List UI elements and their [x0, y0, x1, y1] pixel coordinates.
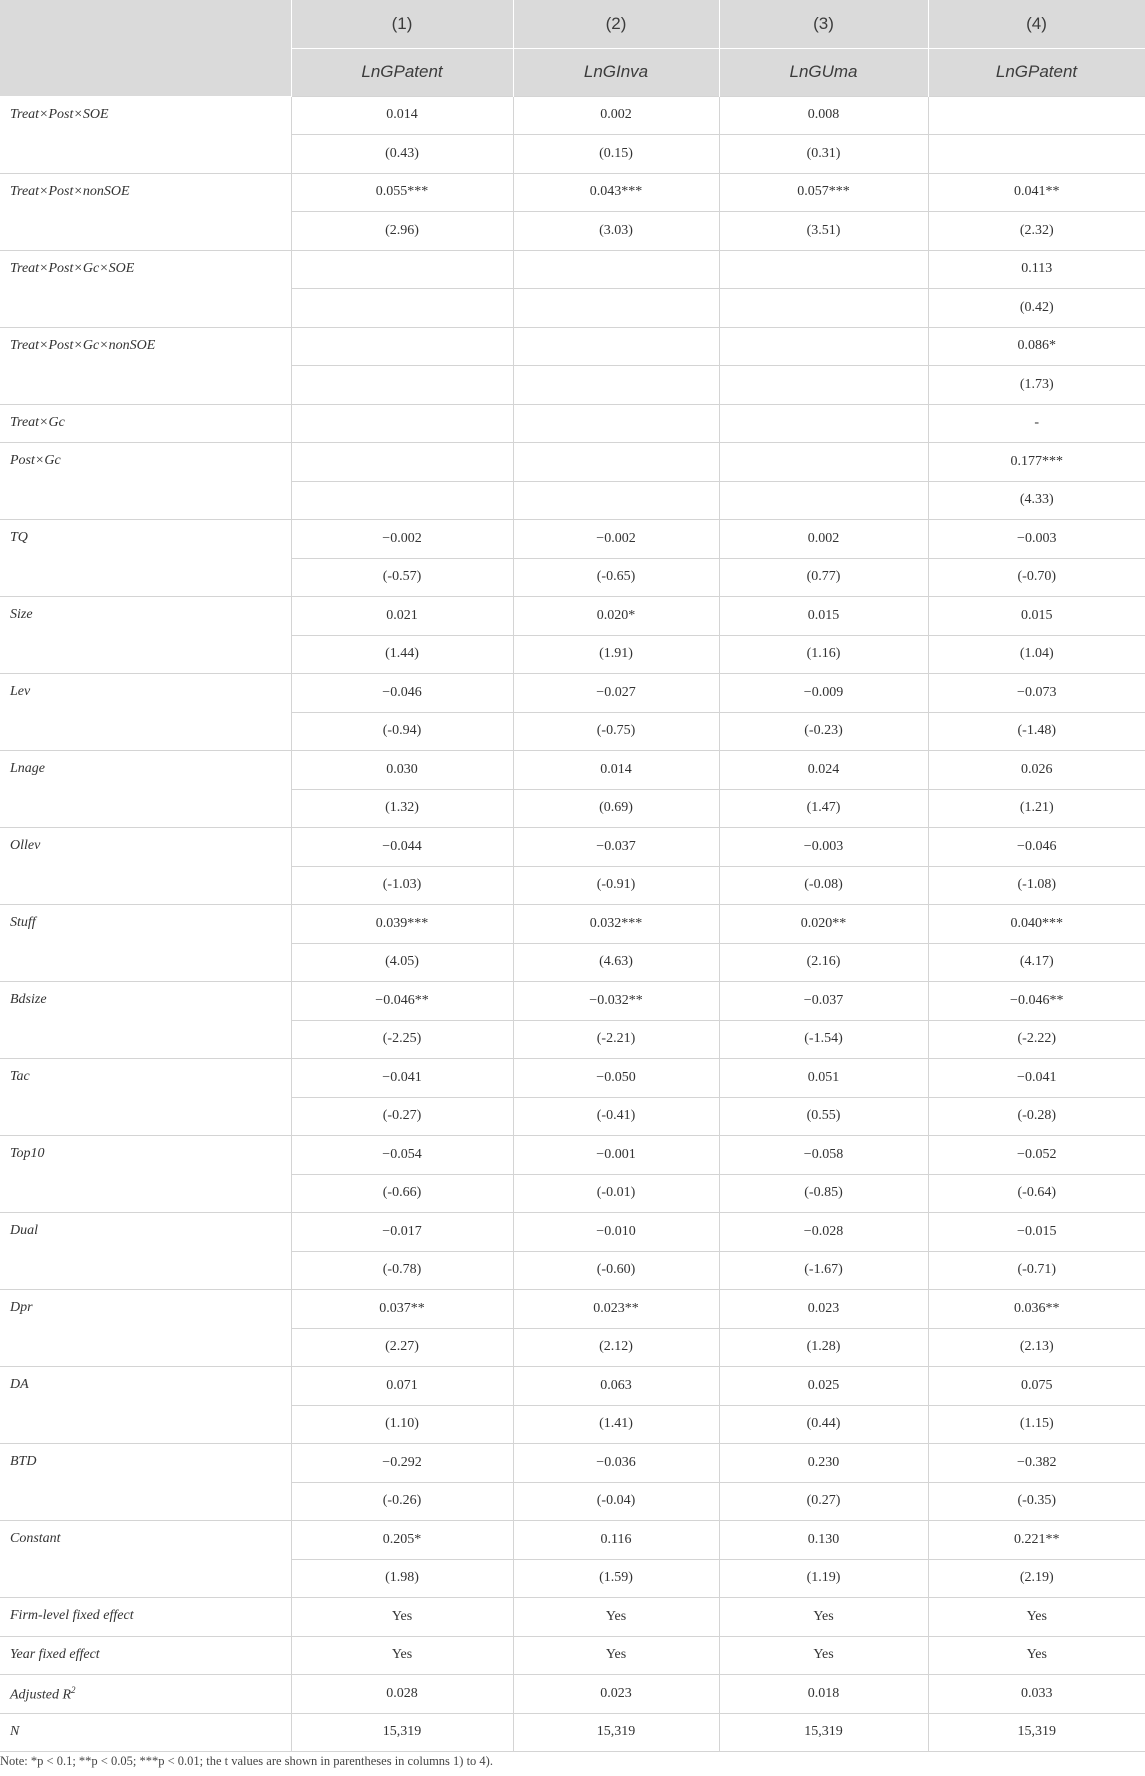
variable-label-text: DA	[10, 1377, 29, 1392]
t-value-cell: (1.15)	[928, 1405, 1145, 1444]
variable-label	[0, 674, 291, 751]
coefficient-cell: −0.292	[291, 1444, 513, 1483]
t-value-cell: (-1.08)	[928, 866, 1145, 905]
variable-label	[0, 1213, 291, 1290]
coefficient-cell: −0.009	[719, 674, 928, 713]
table-row	[0, 982, 1145, 1021]
coefficient-cell: −0.052	[928, 1136, 1145, 1175]
coefficient-cell: 0.051	[719, 1059, 928, 1098]
coefficient-cell: Yes	[719, 1598, 928, 1637]
dependent-variable-1: LnGPatent	[291, 48, 513, 96]
coefficient-cell: 0.028	[291, 1675, 513, 1714]
coefficient-cell: 0.116	[513, 1521, 719, 1560]
coefficient-cell: −0.002	[513, 520, 719, 559]
variable-label-text: BTD	[10, 1454, 37, 1469]
t-value-cell: (2.13)	[928, 1328, 1145, 1367]
coefficient-cell: 0.033	[928, 1675, 1145, 1714]
t-value-cell: (-0.78)	[291, 1251, 513, 1290]
table-note	[0, 1754, 493, 1769]
coefficient-cell: 0.015	[928, 597, 1145, 636]
t-value-cell: (1.16)	[719, 635, 928, 674]
t-value-cell	[513, 481, 719, 520]
coefficient-cell	[291, 327, 513, 366]
coefficient-cell: −0.037	[719, 982, 928, 1021]
t-value-cell: (1.91)	[513, 635, 719, 674]
t-value-cell: (0.43)	[291, 135, 513, 174]
coefficient-cell: 0.018	[719, 1675, 928, 1714]
t-value-cell: (-0.01)	[513, 1174, 719, 1213]
variable-label-text: Treat×Gc	[10, 414, 65, 430]
variable-label-text: Lnage	[10, 761, 45, 776]
t-value-cell: (0.55)	[719, 1097, 928, 1136]
variable-label-text: Size	[10, 607, 33, 622]
variable-label-text: Year fixed effect	[10, 1646, 100, 1662]
table-row	[0, 96, 1145, 135]
table-row	[0, 1636, 1145, 1675]
table-row	[0, 1521, 1145, 1560]
coefficient-cell: −0.002	[291, 520, 513, 559]
coefficient-cell: 0.021	[291, 597, 513, 636]
coefficient-cell	[291, 443, 513, 482]
t-value-cell	[719, 289, 928, 328]
coefficient-cell: 0.040***	[928, 905, 1145, 944]
variable-label	[0, 751, 291, 828]
table-row	[0, 1290, 1145, 1329]
variable-label	[0, 1713, 291, 1752]
variable-label-text: Treat×Post×SOE	[10, 106, 109, 122]
table-row	[0, 1367, 1145, 1406]
variable-label-text: Tac	[10, 1069, 30, 1084]
coefficient-cell: 0.036**	[928, 1290, 1145, 1329]
variable-label-text: Treat×Post×Gc×nonSOE	[10, 337, 156, 353]
coefficient-cell: Yes	[928, 1598, 1145, 1637]
t-value-cell: (4.63)	[513, 943, 719, 982]
coefficient-cell: 0.023	[719, 1290, 928, 1329]
variable-label-text: Treat×Post×Gc×SOE	[10, 260, 135, 276]
table-row	[0, 1059, 1145, 1098]
coefficient-cell: 15,319	[291, 1713, 513, 1752]
t-value-cell	[928, 135, 1145, 174]
t-value-cell: (1.10)	[291, 1405, 513, 1444]
t-value-cell: (1.28)	[719, 1328, 928, 1367]
t-value-cell: (-0.85)	[719, 1174, 928, 1213]
coefficient-cell	[513, 327, 719, 366]
coefficient-cell: 0.020*	[513, 597, 719, 636]
t-value-cell	[719, 481, 928, 520]
t-value-cell	[513, 366, 719, 405]
t-value-cell: (-0.75)	[513, 712, 719, 751]
variable-label-superscript: 2	[71, 1685, 76, 1695]
variable-label	[0, 96, 291, 173]
t-value-cell: (2.19)	[928, 1559, 1145, 1598]
coefficient-cell: 0.002	[513, 96, 719, 135]
coefficient-cell: −0.046	[928, 828, 1145, 867]
t-value-cell: (-1.67)	[719, 1251, 928, 1290]
t-value-cell: (-2.22)	[928, 1020, 1145, 1059]
coefficient-cell: 0.086*	[928, 327, 1145, 366]
variable-label-text: Dual	[10, 1223, 38, 1238]
dependent-variable-4: LnGPatent	[928, 48, 1145, 96]
t-value-cell: (-0.28)	[928, 1097, 1145, 1136]
variable-label-text: Ollev	[10, 838, 41, 853]
variable-label	[0, 1598, 291, 1637]
t-value-cell: (1.44)	[291, 635, 513, 674]
coefficient-cell: −0.037	[513, 828, 719, 867]
table-row	[0, 597, 1145, 636]
t-value-cell: (-0.64)	[928, 1174, 1145, 1213]
coefficient-cell	[291, 250, 513, 289]
coefficient-cell	[513, 443, 719, 482]
coefficient-cell: 0.041**	[928, 173, 1145, 212]
variable-label	[0, 1675, 291, 1714]
coefficient-cell: −0.073	[928, 674, 1145, 713]
coefficient-cell: 0.002	[719, 520, 928, 559]
column-number-3: (3)	[719, 0, 928, 48]
variable-label	[0, 1636, 291, 1675]
coefficient-cell: Yes	[928, 1636, 1145, 1675]
coefficient-cell: 0.023**	[513, 1290, 719, 1329]
variable-label-text: Bdsize	[10, 992, 47, 1007]
variable-label	[0, 173, 291, 250]
coefficient-cell: Yes	[719, 1636, 928, 1675]
coefficient-cell: Yes	[513, 1598, 719, 1637]
table-row	[0, 1598, 1145, 1637]
column-number-1: (1)	[291, 0, 513, 48]
coefficient-cell: 0.026	[928, 751, 1145, 790]
coefficient-cell: −0.015	[928, 1213, 1145, 1252]
coefficient-cell	[513, 250, 719, 289]
t-value-cell: (-2.21)	[513, 1020, 719, 1059]
t-value-cell: (0.77)	[719, 558, 928, 597]
coefficient-cell	[291, 404, 513, 443]
coefficient-cell: 0.014	[513, 751, 719, 790]
coefficient-cell: 0.130	[719, 1521, 928, 1560]
coefficient-cell: −0.001	[513, 1136, 719, 1175]
coefficient-cell	[928, 96, 1145, 135]
coefficient-cell: 15,319	[928, 1713, 1145, 1752]
variable-label-text: Post×Gc	[10, 453, 61, 468]
t-value-cell: (2.16)	[719, 943, 928, 982]
t-value-cell: (2.96)	[291, 212, 513, 251]
coefficient-cell: 0.030	[291, 751, 513, 790]
variable-label-text: Firm-level fixed effect	[10, 1608, 134, 1623]
t-value-cell: (0.69)	[513, 789, 719, 828]
coefficient-cell: Yes	[291, 1598, 513, 1637]
coefficient-cell: −0.046	[291, 674, 513, 713]
coefficient-cell: −0.046**	[928, 982, 1145, 1021]
t-value-cell: (-0.35)	[928, 1482, 1145, 1521]
t-value-cell: (3.51)	[719, 212, 928, 251]
coefficient-cell: −0.027	[513, 674, 719, 713]
table-row	[0, 1444, 1145, 1483]
t-value-cell: (0.42)	[928, 289, 1145, 328]
variable-label-text: N	[10, 1723, 20, 1739]
t-value-cell: (-0.41)	[513, 1097, 719, 1136]
variable-label	[0, 905, 291, 982]
t-value-cell: (1.19)	[719, 1559, 928, 1598]
variable-label	[0, 597, 291, 674]
coefficient-cell: 0.057***	[719, 173, 928, 212]
t-value-cell: (-0.66)	[291, 1174, 513, 1213]
variable-label-text: Constant	[10, 1531, 61, 1546]
header-corner	[0, 0, 291, 96]
coefficient-cell: −0.046**	[291, 982, 513, 1021]
table-row	[0, 404, 1145, 443]
coefficient-cell: 0.020**	[719, 905, 928, 944]
table-row	[0, 173, 1145, 212]
t-value-cell: (0.31)	[719, 135, 928, 174]
t-value-cell: (1.04)	[928, 635, 1145, 674]
variable-label	[0, 404, 291, 443]
table-row	[0, 1713, 1145, 1752]
coefficient-cell: −0.058	[719, 1136, 928, 1175]
column-number-row	[0, 0, 1145, 48]
table-row	[0, 751, 1145, 790]
coefficient-cell: −0.054	[291, 1136, 513, 1175]
t-value-cell: (-0.27)	[291, 1097, 513, 1136]
t-value-cell: (-0.60)	[513, 1251, 719, 1290]
variable-label	[0, 1059, 291, 1136]
t-value-cell: (-1.54)	[719, 1020, 928, 1059]
coefficient-cell: 0.008	[719, 96, 928, 135]
coefficient-cell: 0.024	[719, 751, 928, 790]
coefficient-cell	[719, 250, 928, 289]
t-value-cell: (1.21)	[928, 789, 1145, 828]
t-value-cell: (1.47)	[719, 789, 928, 828]
variable-label	[0, 828, 291, 905]
coefficient-cell: Yes	[291, 1636, 513, 1675]
variable-label	[0, 327, 291, 404]
coefficient-cell	[719, 404, 928, 443]
t-value-cell: (-0.70)	[928, 558, 1145, 597]
variable-label	[0, 1367, 291, 1444]
dependent-variable-3: LnGUma	[719, 48, 928, 96]
t-value-cell: (-2.25)	[291, 1020, 513, 1059]
coefficient-cell: 0.023	[513, 1675, 719, 1714]
variable-label-text: Top10	[10, 1146, 45, 1161]
note-text: *p < 0.1; **p < 0.05; ***p < 0.01; the t values are shown in parentheses in columns 1) to 4).	[30, 1754, 493, 1768]
coefficient-cell: 0.063	[513, 1367, 719, 1406]
coefficient-cell: 0.032***	[513, 905, 719, 944]
coefficient-cell: 0.177***	[928, 443, 1145, 482]
t-value-cell	[291, 481, 513, 520]
variable-label-text: Lev	[10, 684, 31, 699]
t-value-cell: (0.15)	[513, 135, 719, 174]
t-value-cell: (1.98)	[291, 1559, 513, 1598]
t-value-cell: (-0.57)	[291, 558, 513, 597]
variable-label-text: Stuff	[10, 915, 36, 930]
coefficient-cell: −0.003	[928, 520, 1145, 559]
t-value-cell: (2.32)	[928, 212, 1145, 251]
t-value-cell: (2.12)	[513, 1328, 719, 1367]
variable-label-text: TQ	[10, 530, 28, 545]
t-value-cell: (-1.03)	[291, 866, 513, 905]
table-row	[0, 327, 1145, 366]
coefficient-cell: −0.010	[513, 1213, 719, 1252]
variable-label	[0, 1290, 291, 1367]
coefficient-cell: −0.036	[513, 1444, 719, 1483]
coefficient-cell: 0.025	[719, 1367, 928, 1406]
coefficient-cell	[719, 327, 928, 366]
table-row	[0, 443, 1145, 482]
t-value-cell: (4.05)	[291, 943, 513, 982]
t-value-cell: (-0.04)	[513, 1482, 719, 1521]
t-value-cell: (-0.23)	[719, 712, 928, 751]
t-value-cell: (1.41)	[513, 1405, 719, 1444]
variable-label-text: Adjusted R	[10, 1687, 72, 1703]
t-value-cell: (-0.08)	[719, 866, 928, 905]
t-value-cell: (-0.94)	[291, 712, 513, 751]
coefficient-cell: −0.041	[928, 1059, 1145, 1098]
coefficient-cell: 15,319	[513, 1713, 719, 1752]
t-value-cell: (2.27)	[291, 1328, 513, 1367]
coefficient-cell: -	[928, 404, 1145, 443]
coefficient-cell: 0.055***	[291, 173, 513, 212]
table-row	[0, 520, 1145, 559]
coefficient-cell: 0.113	[928, 250, 1145, 289]
column-number-4: (4)	[928, 0, 1145, 48]
variable-label-text: Treat×Post×nonSOE	[10, 183, 130, 199]
coefficient-cell: −0.017	[291, 1213, 513, 1252]
variable-label	[0, 982, 291, 1059]
coefficient-cell: 0.075	[928, 1367, 1145, 1406]
table-row	[0, 828, 1145, 867]
t-value-cell: (-0.26)	[291, 1482, 513, 1521]
coefficient-cell: −0.050	[513, 1059, 719, 1098]
table-row	[0, 674, 1145, 713]
t-value-cell: (1.59)	[513, 1559, 719, 1598]
coefficient-cell: −0.003	[719, 828, 928, 867]
variable-label	[0, 1444, 291, 1521]
table-row	[0, 1213, 1145, 1252]
variable-label	[0, 250, 291, 327]
t-value-cell: (0.44)	[719, 1405, 928, 1444]
table-row	[0, 250, 1145, 289]
note-prefix: Note:	[0, 1754, 31, 1768]
table-row	[0, 1136, 1145, 1175]
t-value-cell: (3.03)	[513, 212, 719, 251]
coefficient-cell: −0.028	[719, 1213, 928, 1252]
coefficient-cell: 0.039***	[291, 905, 513, 944]
t-value-cell: (4.17)	[928, 943, 1145, 982]
variable-label	[0, 443, 291, 520]
dependent-variable-2: LnGInva	[513, 48, 719, 96]
column-number-2: (2)	[513, 0, 719, 48]
t-value-cell	[513, 289, 719, 328]
t-value-cell: (-0.91)	[513, 866, 719, 905]
coefficient-cell: 0.043***	[513, 173, 719, 212]
coefficient-cell	[719, 443, 928, 482]
coefficient-cell: 0.037**	[291, 1290, 513, 1329]
coefficient-cell: 0.015	[719, 597, 928, 636]
t-value-cell: (4.33)	[928, 481, 1145, 520]
coefficient-cell: Yes	[513, 1636, 719, 1675]
variable-label-text: Dpr	[10, 1300, 33, 1315]
t-value-cell	[291, 289, 513, 328]
t-value-cell: (-0.71)	[928, 1251, 1145, 1290]
coefficient-cell	[513, 404, 719, 443]
t-value-cell: (-0.65)	[513, 558, 719, 597]
variable-label	[0, 520, 291, 597]
t-value-cell	[291, 366, 513, 405]
table-body	[0, 96, 1145, 1752]
coefficient-cell: 0.014	[291, 96, 513, 135]
coefficient-cell: 15,319	[719, 1713, 928, 1752]
table-row	[0, 1675, 1145, 1714]
variable-label	[0, 1521, 291, 1598]
coefficient-cell: 0.205*	[291, 1521, 513, 1560]
coefficient-cell: −0.044	[291, 828, 513, 867]
coefficient-cell: −0.041	[291, 1059, 513, 1098]
coefficient-cell: −0.032**	[513, 982, 719, 1021]
coefficient-cell: 0.071	[291, 1367, 513, 1406]
table-row	[0, 905, 1145, 944]
coefficient-cell: 0.221**	[928, 1521, 1145, 1560]
t-value-cell: (1.73)	[928, 366, 1145, 405]
t-value-cell	[719, 366, 928, 405]
t-value-cell: (-1.48)	[928, 712, 1145, 751]
variable-label	[0, 1136, 291, 1213]
t-value-cell: (1.32)	[291, 789, 513, 828]
coefficient-cell: −0.382	[928, 1444, 1145, 1483]
coefficient-cell: 0.230	[719, 1444, 928, 1483]
t-value-cell: (0.27)	[719, 1482, 928, 1521]
